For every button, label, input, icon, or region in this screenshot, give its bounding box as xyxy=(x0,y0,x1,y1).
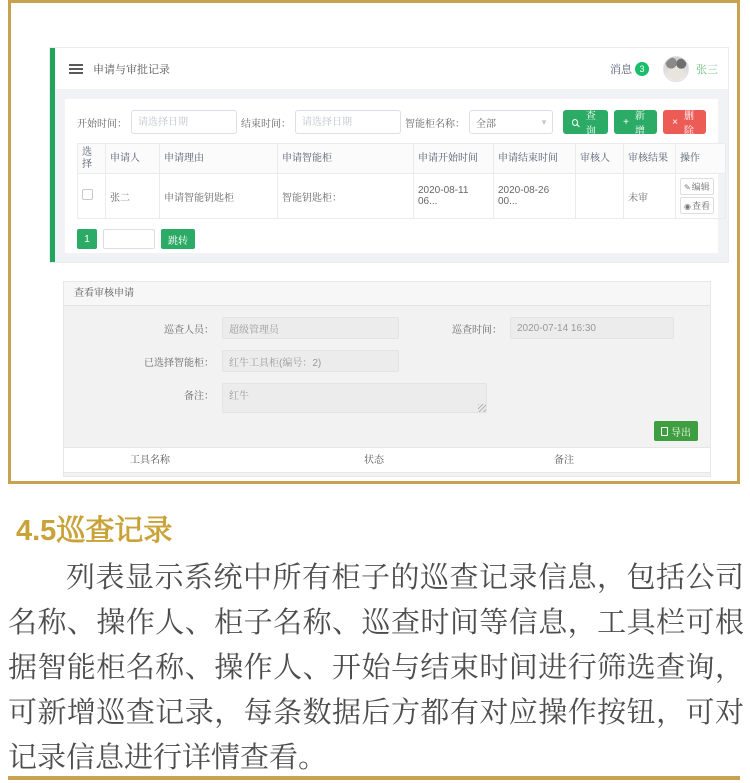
remark-row xyxy=(64,383,710,413)
section-paragraph: 列表显示系统中所有柜子的巡查记录信息，包括公司名称、操作人、柜子名称、巡查时间等信息，工具栏可根据智能柜名称、操作人、开始与结束时间进行筛选查询，可新增巡查记录，每条数据后方都有对应操作按钮，可对记录信息进行详情查看。 xyxy=(8,562,744,774)
tool-remark-header: 备注 xyxy=(554,455,574,466)
start-time-label: 开始时间： xyxy=(77,118,127,130)
action-buttons xyxy=(557,110,706,137)
cell-reviewer xyxy=(576,174,624,219)
export-button[interactable] xyxy=(654,421,698,441)
list-page-screenshot xyxy=(49,47,729,263)
chevron-down-icon: ▾ xyxy=(541,116,547,127)
selected-cabinet-input[interactable] xyxy=(222,350,399,372)
inspector-row xyxy=(64,317,710,339)
next-frame-top-border xyxy=(8,776,740,780)
delete-button[interactable] xyxy=(663,110,706,137)
cell-operation xyxy=(676,174,726,219)
table-row xyxy=(78,174,726,219)
filter-toolbar xyxy=(77,109,706,135)
end-time-input[interactable] xyxy=(295,110,401,134)
avatar[interactable] xyxy=(663,56,689,82)
plus-icon: + xyxy=(623,116,629,128)
col-reviewer: 审核人 xyxy=(576,144,624,174)
edit-button[interactable] xyxy=(680,178,714,195)
search-button[interactable] xyxy=(563,110,608,137)
eye-icon: ◉ xyxy=(684,202,691,211)
delete-button-label: 删除 xyxy=(683,111,694,137)
cabinet-select[interactable] xyxy=(469,110,553,134)
message-count-badge: 3 xyxy=(635,62,649,76)
screenshot-frame xyxy=(8,0,740,484)
col-result: 审核结果 xyxy=(624,144,676,174)
modal-title: 查看审核申请 xyxy=(64,282,710,306)
view-button-label: 查看 xyxy=(691,201,710,211)
add-button[interactable] xyxy=(614,110,657,137)
page-jump-button[interactable]: 跳转 xyxy=(161,229,195,249)
cell-start-time: 2020-08-11 06... xyxy=(414,174,494,219)
table-header-row xyxy=(78,144,726,174)
page-jump-input[interactable] xyxy=(103,229,155,249)
row-checkbox[interactable] xyxy=(82,189,93,200)
pagination xyxy=(77,229,706,249)
page-1-button[interactable]: 1 xyxy=(77,229,97,249)
page-title: 申请与审批记录 xyxy=(93,63,170,76)
end-time-label: 结束时间： xyxy=(241,118,291,130)
export-button-label: 导出 xyxy=(671,427,691,439)
review-modal-screenshot xyxy=(63,281,711,477)
records-card xyxy=(64,98,719,254)
cabinet-select-value: 全部 xyxy=(476,118,496,130)
tool-table-header xyxy=(64,447,710,473)
tool-name-header: 工具名称 xyxy=(130,455,170,466)
start-time-input[interactable] xyxy=(131,110,237,134)
col-applicant: 申请人 xyxy=(106,144,160,174)
section-heading: 4.5巡查记录 xyxy=(16,515,173,547)
document-icon xyxy=(661,427,668,436)
inspect-time-label: 巡查时间： xyxy=(452,324,502,336)
cell-end-time: 2020-08-26 00... xyxy=(494,174,576,219)
cell-reason: 申请智能钥匙柜 xyxy=(160,174,278,219)
search-button-label: 查询 xyxy=(585,111,596,137)
remark-textarea[interactable] xyxy=(222,383,487,413)
cell-cabinet: 智能钥匙柜： xyxy=(278,174,414,219)
records-table xyxy=(77,143,726,219)
col-cabinet: 申请智能柜 xyxy=(278,144,414,174)
messages-link[interactable]: 消息 xyxy=(610,63,632,76)
col-reason: 申请理由 xyxy=(160,144,278,174)
col-end-time: 申请结束时间 xyxy=(494,144,576,174)
inspector-label: 巡查人员： xyxy=(164,324,214,336)
page-content xyxy=(55,90,728,262)
inspector-input[interactable] xyxy=(222,317,399,339)
col-operation: 操作 xyxy=(676,144,726,174)
remark-label: 备注： xyxy=(184,391,214,402)
add-button-label: 新增 xyxy=(635,111,646,137)
resize-handle[interactable] xyxy=(478,404,486,412)
export-row xyxy=(64,421,710,441)
cabinet-name-label: 智能柜名称： xyxy=(405,118,465,130)
hamburger-menu-icon[interactable] xyxy=(69,62,83,76)
selected-cabinet-row xyxy=(64,350,710,372)
col-start-time: 申请开始时间 xyxy=(414,144,494,174)
inspect-time-input[interactable] xyxy=(510,317,674,339)
cell-applicant: 张二 xyxy=(106,174,160,219)
edit-button-label: 编辑 xyxy=(691,182,710,192)
search-icon xyxy=(572,119,578,126)
view-button[interactable] xyxy=(680,197,714,214)
edit-icon: ✎ xyxy=(684,183,691,192)
tool-status-header: 状态 xyxy=(364,455,384,466)
remark-textarea-wrap xyxy=(222,383,487,413)
col-select: 选择 xyxy=(78,144,106,174)
app-topbar xyxy=(55,48,728,90)
close-icon: × xyxy=(672,116,678,128)
username-label[interactable]: 张三 xyxy=(696,63,718,76)
selected-cabinet-label: 已选择智能柜： xyxy=(144,357,214,369)
topbar-right xyxy=(610,56,718,82)
cell-result: 未审 xyxy=(624,174,676,219)
